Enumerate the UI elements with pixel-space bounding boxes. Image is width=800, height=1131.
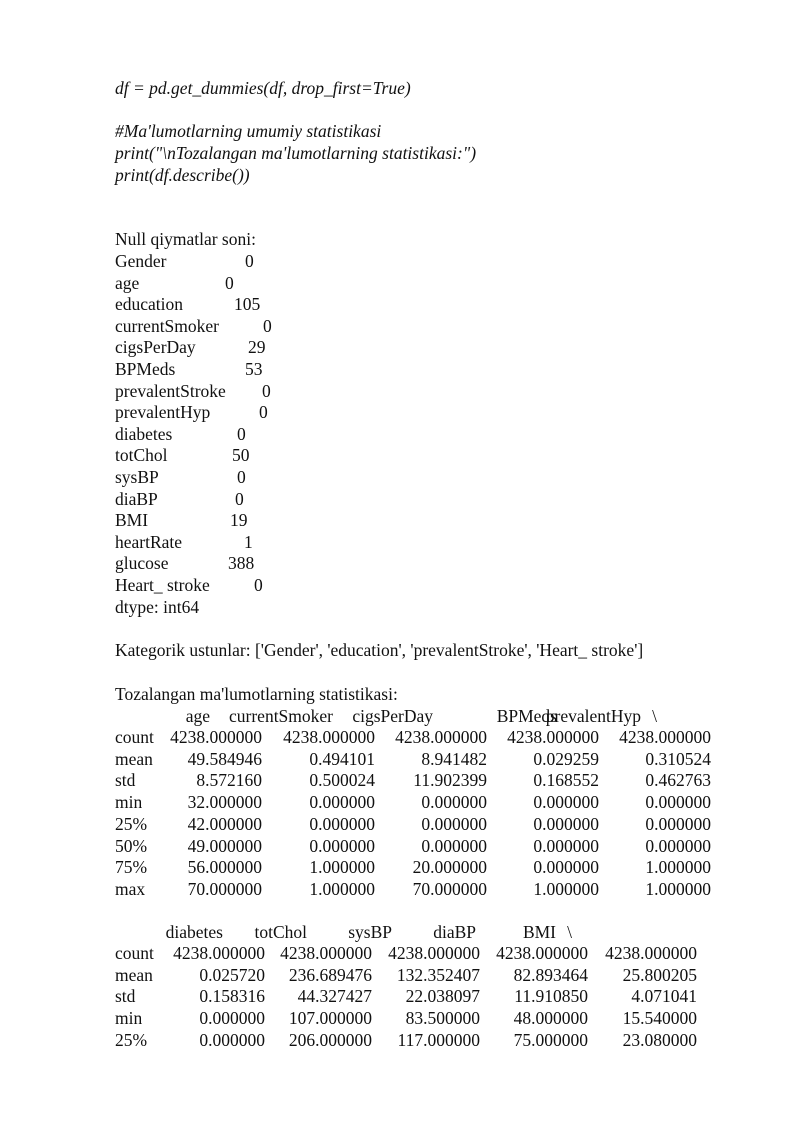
column-header: \ [652,706,657,726]
code-print-describe: print(df.describe()) [115,165,250,185]
null-heading: Null qiymatlar soni: [115,229,256,249]
table-cell: 8.572160 [196,770,262,791]
table-cell: 0.025720 [199,964,265,985]
table-cell: 4238.000000 [619,727,711,747]
row-label: mean [115,748,153,769]
row-label: std [115,770,136,791]
table-cell: 44.327427 [297,986,372,1007]
table-cell: 1.000000 [309,857,375,878]
table-cell: 25.800205 [622,964,697,985]
row-label: count [115,727,154,747]
table-cell: 11.910850 [514,986,588,1007]
table-cell: 20.000000 [412,857,487,878]
code-print-heading: print("\nTozalangan ma'lumotlarning statistikasi:") [115,143,477,163]
table-cell: 0.000000 [645,813,711,834]
row-label: count [115,943,154,963]
null-row-value: 0 [235,488,244,509]
table-cell: 0.000000 [421,792,487,813]
table-cell: 1.000000 [645,857,711,878]
stats-heading: Tozalangan ma'lumotlarning statistikasi: [115,684,398,704]
table-cell: 4.071041 [631,986,697,1007]
row-label: 50% [115,835,148,856]
table-cell: 0.000000 [421,813,487,834]
table-cell: 8.941482 [421,748,487,769]
table-cell: 132.352407 [396,964,480,985]
null-row-name: diaBP [115,488,158,509]
table-cell: 0.029259 [533,748,599,769]
row-label: mean [115,964,153,985]
table-cell: 117.000000 [397,1029,480,1050]
column-header: BPMeds [496,706,557,726]
table-cell: 4238.000000 [496,943,588,963]
null-row-name: totChol [115,445,168,466]
row-label: 25% [115,813,148,834]
table-cell: 4238.000000 [280,943,372,963]
null-row-value: 19 [230,510,248,531]
column-header: diaBP [433,922,476,942]
table-cell: 82.893464 [513,964,588,985]
table-cell: 15.540000 [622,1008,697,1029]
table-cell: 11.902399 [413,770,487,791]
table-cell: 0.000000 [645,792,711,813]
table-cell: 49.584946 [187,748,262,769]
table-cell: 0.168552 [533,770,599,791]
table-cell: 4238.000000 [170,727,262,747]
null-row-value: 29 [248,337,266,358]
null-row-name: prevalentHyp [115,402,211,423]
table-cell: 4238.000000 [395,727,487,747]
table-cell: 4238.000000 [283,727,375,747]
null-row-name: diabetes [115,423,173,444]
table-cell: 0.000000 [309,792,375,813]
table-cell: 1.000000 [645,878,711,899]
table-cell: 0.310524 [645,748,711,769]
table-cell: 0.000000 [533,813,599,834]
null-row-value: 0 [259,402,268,423]
null-row-value: 105 [234,294,261,315]
table-cell: 1.000000 [533,878,599,899]
null-row-value: 0 [237,423,246,444]
table-cell: 0.000000 [309,813,375,834]
column-header: diabetes [165,922,223,942]
null-row-name: heartRate [115,531,183,552]
table-cell: 22.038097 [405,986,480,1007]
null-row-value: 50 [232,445,250,466]
table-cell: 0.000000 [199,1029,265,1050]
row-label: 25% [115,1029,148,1050]
table-cell: 56.000000 [187,857,262,878]
table-cell: 0.462763 [645,770,711,791]
table-cell: 0.000000 [645,835,711,856]
null-row-value: 0 [254,575,263,595]
null-row-name: Gender [115,251,167,271]
null-row-name: education [115,294,184,315]
table-cell: 70.000000 [412,878,487,899]
row-label: 75% [115,857,148,878]
null-row-value: 388 [228,553,255,574]
table-cell: 42.000000 [187,813,262,834]
null-row-name: glucose [115,553,169,574]
row-label: std [115,986,136,1007]
table-cell: 0.000000 [533,857,599,878]
column-header: BMI [522,922,556,942]
null-row-name: BPMeds [115,359,176,379]
null-row-name: currentSmoker [115,315,219,336]
null-row-name: cigsPerDay [115,337,196,358]
null-row-name: prevalentStroke [115,380,226,401]
column-header: currentSmoker [229,706,333,726]
table-cell: 4238.000000 [507,727,599,747]
row-label: max [115,878,146,899]
table-cell: 70.000000 [187,878,262,899]
table-cell: 48.000000 [513,1008,588,1029]
table-cell: 0.158316 [199,986,265,1007]
column-header: totChol [254,922,307,942]
table-cell: 0.000000 [533,835,599,856]
code-comment: #Ma'lumotlarning umumiy statistikasi [115,121,382,141]
column-header: cigsPerDay [352,706,433,726]
table-cell: 23.080000 [622,1029,697,1050]
row-label: min [115,1008,143,1029]
table-cell: 83.500000 [405,1008,480,1029]
table-cell: 0.000000 [309,835,375,856]
null-row-value: 0 [263,315,272,336]
table-cell: 4238.000000 [388,943,480,963]
categorical-columns: Kategorik ustunlar: ['Gender', 'education', 'prevalentStroke', 'Heart_ stroke'] [115,640,644,660]
table-cell: 4238.000000 [173,943,265,963]
null-row-name: sysBP [115,467,159,487]
table-cell: 4238.000000 [605,943,697,963]
null-row-value: 0 [237,467,246,487]
table-cell: 0.500024 [309,770,375,791]
column-header: age [185,706,210,726]
column-header: sysBP [348,922,392,942]
table-cell: 236.689476 [288,964,372,985]
table-cell: 0.000000 [533,792,599,813]
table-cell: 1.000000 [309,878,375,899]
null-row-value: 0 [245,251,254,271]
table-cell: 206.000000 [288,1029,372,1050]
null-row-name: age [115,272,140,293]
row-label: min [115,792,143,813]
table-cell: 75.000000 [513,1029,588,1050]
table-cell: 0.494101 [309,748,375,769]
code-line-get-dummies: df = pd.get_dummies(df, drop_first=True) [115,78,411,98]
column-header: prevalentHyp [545,706,641,726]
null-row-value: 0 [225,272,234,293]
table-cell: 107.000000 [288,1008,372,1029]
table-cell: 0.000000 [421,835,487,856]
table-cell: 0.000000 [199,1008,265,1029]
null-row-value: 0 [262,380,271,401]
null-row-name: BMI [115,510,149,531]
table-cell: 49.000000 [187,835,262,856]
table-cell: 32.000000 [187,792,262,813]
null-dtype: dtype: int64 [115,597,200,617]
null-row-name: Heart_ stroke [115,575,210,595]
null-row-value: 1 [244,531,253,552]
null-row-value: 53 [245,359,263,379]
column-header: \ [567,922,572,942]
